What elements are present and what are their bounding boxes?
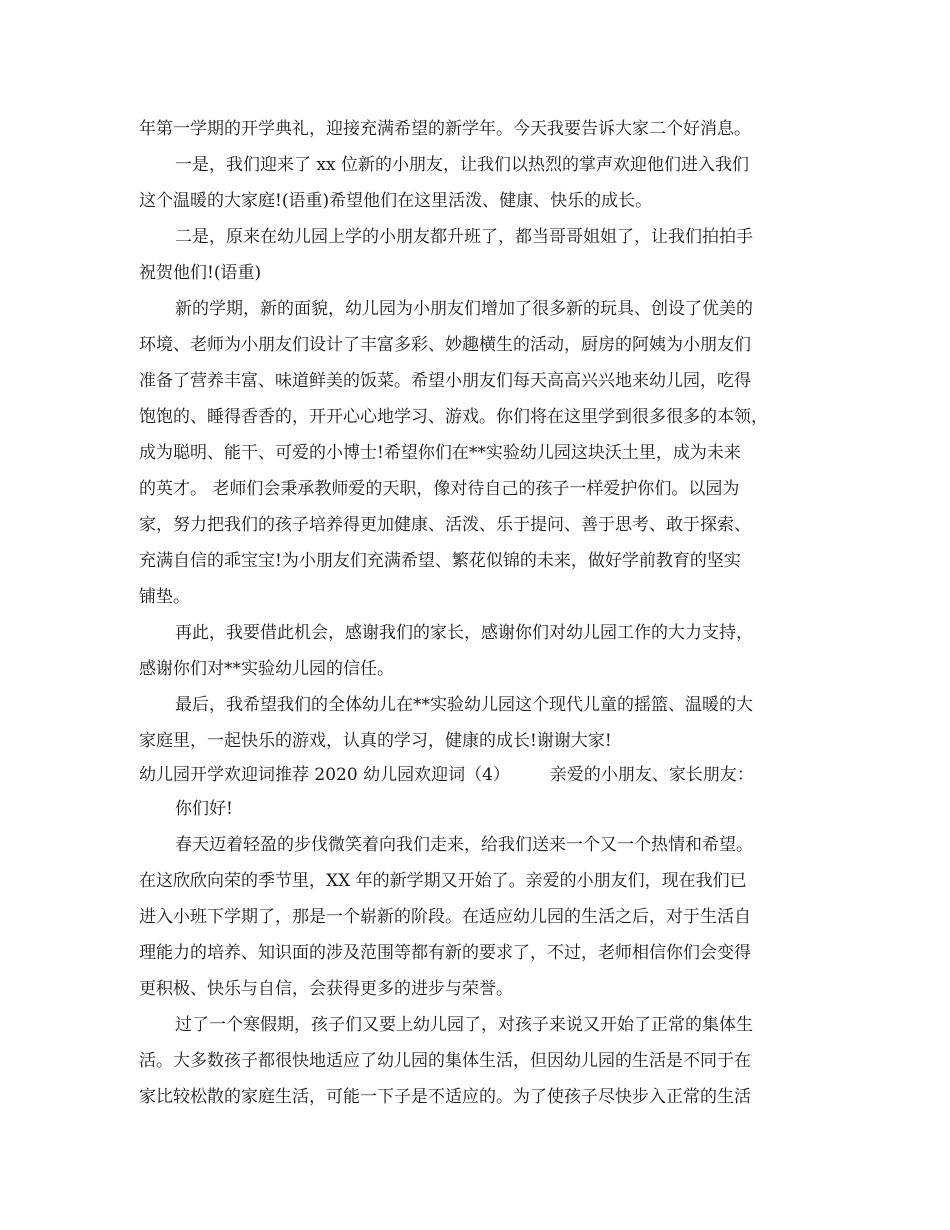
paragraph-line: 新的学期，新的面貌，幼儿园为小朋友们增加了很多新的玩具、创设了优美的 (175, 299, 753, 319)
text-line: 的英才。 老师们会秉承教师爱的天职，像对待自己的孩子一样爱护你们。以园为 (139, 479, 740, 499)
text-line: 理能力的培养、知识面的涉及范围等都有新的要求了，不过，老师相信你们会变得 (139, 943, 751, 963)
text-line: 家庭里，一起快乐的游戏，认真的学习，健康的成长!谢谢大家! (139, 731, 612, 751)
text-line: 准备了营养丰富、味道鲜美的饭菜。希望小朋友们每天高高兴兴地来幼儿园，吃得 (139, 371, 751, 391)
text-line: 成为聪明、能干、可爱的小博士!希望你们在**实验幼儿园这块沃土里，成为未来 (139, 443, 741, 463)
heading-line (139, 758, 819, 792)
salutation: 亲爱的小朋友、家长朋友： (549, 765, 754, 785)
paragraph-line: 再此，我要借此机会，感谢我们的家长，感谢你们对幼儿园工作的大力支持， (175, 623, 753, 643)
text-line: 在这欣欣向荣的季节里，XX 年的新学期又开始了。亲爱的小朋友们，现在我们已 (139, 871, 747, 891)
text-line: 进入小班下学期了，那是一个崭新的阶段。在适应幼儿园的生活之后，对于生活自 (139, 907, 751, 927)
paragraph-line: 二是，原来在幼儿园上学的小朋友都升班了，都当哥哥姐姐了，让我们拍拍手 (175, 227, 753, 247)
paragraph-line: 最后，我希望我们的全体幼儿在**实验幼儿园这个现代儿童的摇篮、温暖的大 (175, 695, 753, 715)
text-line: 年第一学期的开学典礼，迎接充满希望的新学年。今天我要告诉大家二个好消息。 (139, 119, 751, 139)
section-heading: 幼儿园开学欢迎词推荐 2020 幼儿园欢迎词（4） (139, 765, 510, 785)
text-line: 家比较松散的家庭生活，可能一下子是不适应的。为了使孩子尽快步入正常的生活 (139, 1087, 751, 1107)
text-line: 祝贺他们!(语重) (139, 263, 262, 283)
paragraph-line: 你们好! (175, 799, 233, 819)
text-line: 饱饱的、睡得香香的，开开心心地学习、游戏。你们将在这里学到很多很多的本领， (139, 407, 768, 427)
text-line: 充满自信的乖宝宝!为小朋友们充满希望、繁花似锦的未来，做好学前教育的坚实 (139, 551, 741, 571)
paragraph-line: 过了一个寒假期，孩子们又要上幼儿园了，对孩子来说又开始了正常的集体生 (175, 1015, 753, 1035)
text-line: 铺垫。 (139, 587, 190, 607)
paragraph-line: 一是，我们迎来了 xx 位新的小朋友，让我们以热烈的掌声欢迎他们进入我们 (175, 155, 749, 175)
paragraph-line: 春天迈着轻盈的步伐微笑着向我们走来，给我们送来一个又一个热情和希望。 (175, 835, 753, 855)
text-line: 家，努力把我们的孩子培养得更加健康、活泼、乐于提问、善于思考、敢于探索、 (139, 515, 751, 535)
text-line: 这个温暖的大家庭!(语重)希望他们在这里活泼、健康、快乐的成长。 (139, 191, 653, 211)
text-line: 环境、老师为小朋友们设计了丰富多彩、妙趣横生的活动，厨房的阿姨为小朋友们 (139, 335, 751, 355)
text-line: 感谢你们对**实验幼儿园的信任。 (139, 659, 394, 679)
text-line: 活。大多数孩子都很快地适应了幼儿园的集体生活，但因幼儿园的生活是不同于在 (139, 1051, 751, 1071)
text-line: 更积极、快乐与自信，会获得更多的进步与荣誉。 (139, 979, 513, 999)
